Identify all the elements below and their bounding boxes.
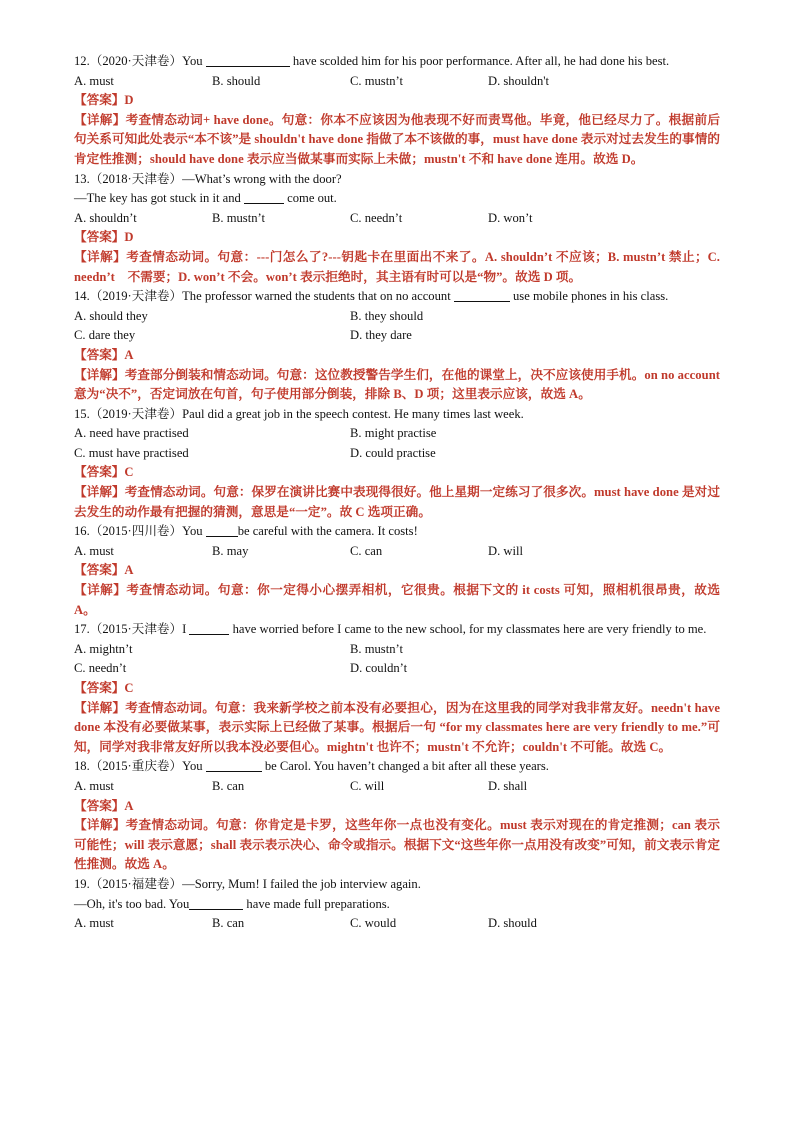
stem-text: use mobile phones in his class. [509,289,669,304]
option-d: D. will [488,543,523,558]
question-stem [74,522,720,542]
question-stem [74,287,720,307]
answer-line [74,346,720,366]
explanation [74,816,720,875]
question-stem-line2 [74,189,720,209]
question-number: 16. [74,524,90,539]
question-source: （2015·天津卷） [89,622,183,637]
answer-label: 【答案】 [74,347,125,362]
option-c: C. must have practised [74,445,189,460]
options-list [74,640,720,679]
answer-label: 【答案】 [74,230,125,245]
options-list [74,307,720,346]
stem-text: be careful with the camera. It costs! [237,524,418,539]
option-a: A. must [74,778,114,793]
stem-text: You [182,524,206,539]
answer-line [74,679,720,699]
option-d: D. won’t [488,210,533,225]
answer-label: 【答案】 [74,563,125,578]
question-source: （2015·四川卷） [89,524,183,539]
question-14 [74,287,720,405]
stem-text: —Oh, it's too bad. You [74,896,190,911]
option-a: A. must [74,73,114,88]
option-c: C. needn’t [350,210,403,225]
option-b: B. can [212,778,245,793]
question-13 [74,170,720,288]
option-b: B. may [212,543,249,558]
question-source: （2020·天津卷） [89,54,183,68]
stem-text: come out. [284,191,337,206]
option-a: A. should they [74,308,148,323]
answer-line [74,228,720,248]
question-number: 13. [74,171,90,186]
explanation-label: 【详解】 [74,112,126,127]
option-b: B. they should [350,308,424,323]
explanation-text: 考查情态动词。句意：你一定得小心摆弄相机，它很贵。根据下文的 it costs 可知，照相机很昂贵，故选 A。 [74,583,721,617]
explanation [74,248,720,287]
answer-label: 【答案】 [74,465,125,480]
option-a: A. shouldn’t [74,210,137,225]
option-d: D. couldn’t [350,661,408,676]
answer-value: A [124,563,134,578]
question-source: （2015·重庆卷） [89,759,183,774]
option-b: B. might practise [350,426,437,441]
option-d: D. shall [488,778,528,793]
question-source: （2019·天津卷） [89,289,183,304]
question-15 [74,405,720,523]
option-c: C. would [350,916,397,931]
answer-value: C [124,465,134,480]
question-source: （2015·福建卷） [89,876,183,891]
option-b: B. can [212,916,245,931]
question-stem [74,620,720,640]
answer-blank [244,190,284,204]
option-c: C. dare they [74,328,136,343]
option-a: A. need have practised [74,426,189,441]
option-b: B. mustn’t [350,641,403,656]
question-number: 12. [74,54,90,68]
options-list [74,209,720,229]
question-18 [74,757,720,875]
explanation [74,111,720,170]
option-b: B. should [212,73,261,88]
answer-blank [206,53,290,67]
explanation [74,699,720,758]
explanation [74,366,720,405]
option-c: C. can [350,543,383,558]
stem-text: —Sorry, Mum! I failed the job interview again. [182,876,421,891]
question-12 [74,52,720,170]
option-d: D. shouldn't [488,73,550,88]
option-d: D. they dare [350,328,412,343]
question-source: （2018·天津卷） [89,171,183,186]
answer-label: 【答案】 [74,93,125,108]
question-number: 18. [74,759,90,774]
question-16 [74,522,720,620]
explanation-label: 【详解】 [74,485,125,500]
answer-blank [189,896,243,910]
question-stem-line2 [74,895,720,915]
answer-value: D [124,93,134,108]
question-stem [74,170,720,190]
answer-value: A [124,798,134,813]
explanation-text: 考查部分倒装和情态动词。句意：这位教授警告学生们，在他的课堂上，决不应该使用手机。on no account 意为“决不”，否定词放在句首，句子使用部分倒装，排除 B、D 项；这里表示应该，故选 A。 [74,367,720,402]
answer-value: C [124,681,134,695]
explanation-label: 【详解】 [74,249,127,264]
explanation-label: 【详解】 [74,583,127,598]
answer-value: A [124,347,134,362]
answer-line [74,797,720,817]
answer-value: D [124,230,134,245]
document-page [74,52,720,934]
question-stem [74,52,720,72]
stem-text: have scolded him for his poor performance. After all, he had done his best. [289,54,670,68]
explanation-label: 【详解】 [74,700,126,715]
answer-label: 【答案】 [74,681,125,695]
answer-label: 【答案】 [74,798,125,813]
question-number: 17. [74,622,90,637]
explanation [74,581,720,620]
question-number: 14. [74,289,90,304]
question-number: 15. [74,406,90,421]
option-c: C. mustn’t [350,73,403,88]
stem-text: You [182,54,206,68]
stem-text: You [182,759,206,774]
options-list [74,542,720,562]
stem-text: be Carol. You haven’t changed a bit after all these years. [261,759,549,774]
options-list [74,777,720,797]
option-b: B. mustn’t [212,210,265,225]
answer-line [74,561,720,581]
explanation-text: 考查情态动词。句意：我来新学校之前本没有必要担心，因为在这里我的同学对我非常友好。needn't have done 本没有必要做某事，表示实际上已经做了某事。根据后一句 “for my classmates here are very friendly to me.”可知，同学对我非常友好所以我本没必要但心。mightn't 也许不；mustn't 不允许；couldn't 不可能。故选 C。 [74,700,721,754]
question-stem [74,757,720,777]
explanation-label: 【详解】 [74,818,126,833]
option-a: A. must [74,543,114,558]
explanation-text: 考查情态动词。句意：保罗在演讲比赛中表现得很好。他上星期一定练习了很多次。must have done 是对过去发生的动作最有把握的猜测，意思是“一定”。故 C 选项正确。 [74,485,720,519]
answer-blank [454,288,510,302]
option-c: C. needn’t [74,661,127,676]
stem-text: The professor warned the students that on no account [182,289,454,304]
option-a: A. mightn’t [74,641,133,656]
option-d: D. could practise [350,445,436,460]
stem-text: have worried before I came to the new school, for my classmates here are very friendly to me. [229,622,707,637]
question-19 [74,875,720,934]
answer-blank [206,758,262,772]
stem-text: Paul did a great job in the speech contest. He many times last week. [182,406,524,421]
stem-text: —What’s wrong with the door? [182,171,342,186]
option-d: D. should [488,916,537,931]
question-stem [74,405,720,425]
option-c: C. will [350,778,385,793]
answer-line [74,91,720,111]
question-17 [74,620,720,757]
answer-blank [189,621,229,635]
options-list [74,424,720,463]
explanation-label: 【详解】 [74,367,125,382]
option-a: A. must [74,916,114,931]
question-stem [74,875,720,895]
explanation-text: 考查情态动词+ have done。句意：你本不应该因为他表现不好而责骂他。毕竟，他已经尽力了。根据前后句关系可知此处表示“本不该”是 shouldn't have done 指做了本不该做的事，must have done 表示对过去发生的事情的肯定性推测；should have done 表示应当做某事而实际上未做；mustn't 不和 have done 连用。故选 D。 [74,112,720,166]
stem-text: —The key has got stuck in it and [74,191,244,206]
explanation-text: 考查情态动词。句意：---门怎么了?---钥匙卡在里面出不来了。A. shouldn’t 不应该；B. mustn’t 禁止；C. needn’t 不需要；D. won’t 不会。won’t 表示拒绝时，其主语有时可以是“物”。故选 D 项。 [74,249,721,284]
options-list [74,72,720,92]
stem-text: I [182,622,190,637]
answer-line [74,463,720,483]
explanation-text: 考查情态动词。句意：你肯定是卡罗，这些年你一点也没有变化。must 表示对现在的肯定推测；can 表示可能性；will 表示意愿；shall 表示表示决心、命令或指示。根据下文“这些年你一点用没有改变”可知，前文表示肯定性推测。故选 A。 [74,818,721,872]
question-number: 19. [74,876,90,891]
question-source: （2019·天津卷） [89,406,183,421]
answer-blank [206,523,238,537]
stem-text: have made full preparations. [243,896,390,911]
explanation [74,483,720,522]
options-list [74,914,720,934]
